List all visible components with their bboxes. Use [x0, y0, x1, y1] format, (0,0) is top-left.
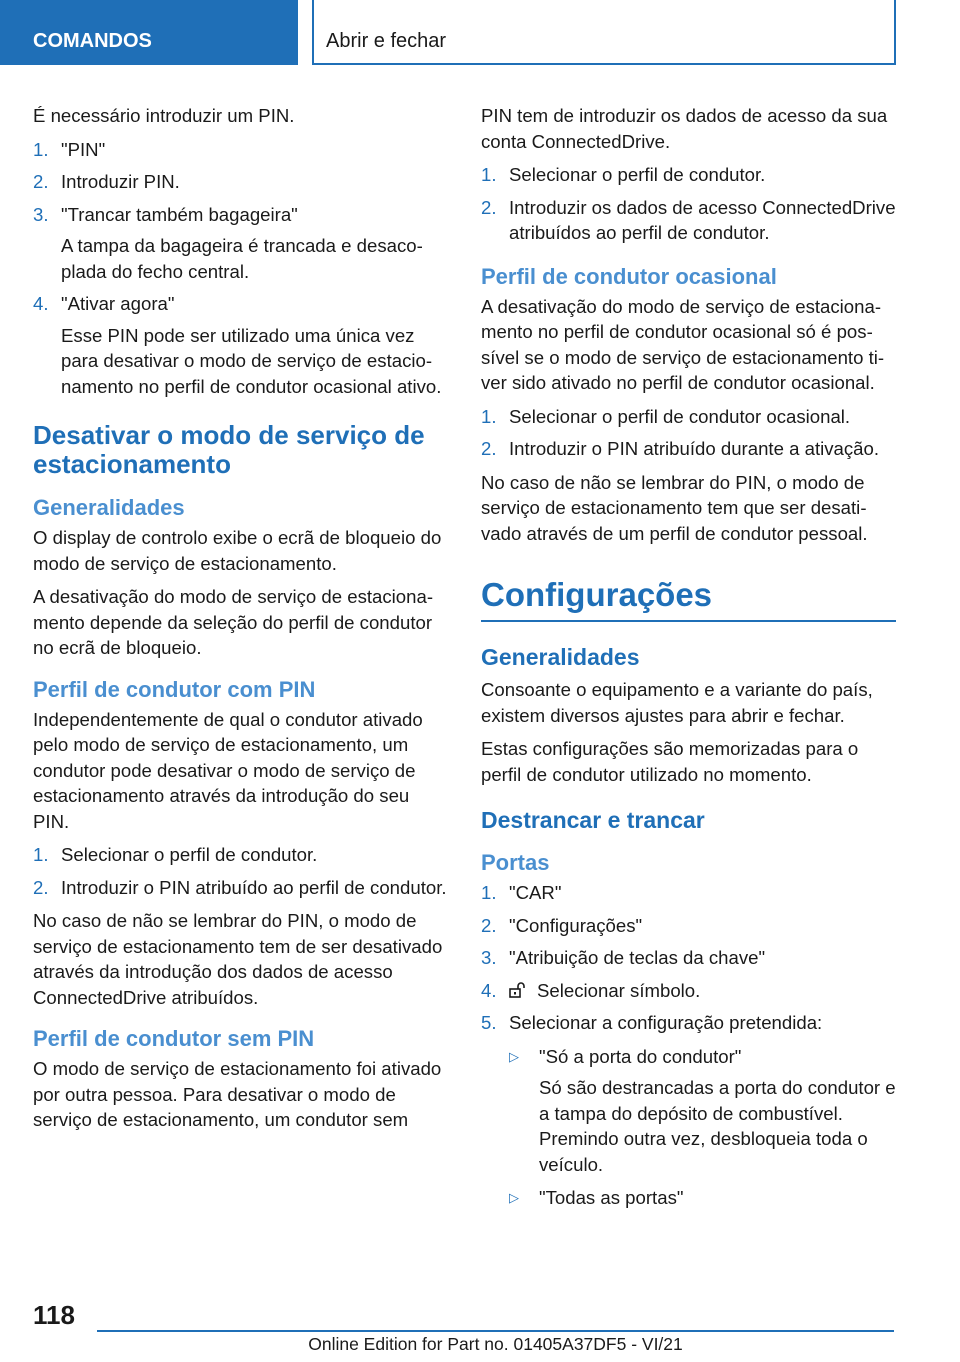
heading-destrancar-trancar: Destrancar e trancar — [481, 807, 705, 833]
step-number: 1. — [481, 405, 497, 427]
heading-generalidades-right: Generalidades — [481, 644, 640, 670]
step-text: Introduzir PIN. — [61, 171, 180, 192]
step-text: "CAR" — [509, 882, 562, 903]
list-item — [481, 880, 896, 906]
paragraph: A desativação do modo de serviço de estacionamento depende da seleção do perfil de condutor no ecrã de bloqueio. — [33, 586, 434, 658]
unlock-icon — [509, 982, 527, 998]
step-text: Selecionar símbolo. — [537, 979, 701, 1001]
step-text: Introduzir o PIN atribuído ao perfil de condutor. — [61, 876, 447, 898]
step-number: 5. — [481, 1012, 497, 1033]
step-number: 2. — [481, 438, 497, 459]
paragraph: Independentemente de qual o condutor ativado pelo modo de serviço de estacionamento, um condutor pode desativar o modo de serviço de estacionamento através da introdução do seu PIN. — [33, 708, 423, 832]
options-list — [509, 1044, 896, 1211]
list-item — [481, 913, 896, 939]
step-text: Selecionar o perfil de condutor ocasional. — [509, 405, 851, 427]
list-item — [33, 291, 448, 399]
heading-perfil-com-pin: Perfil de condutor com PIN — [33, 676, 316, 702]
paragraph: PIN tem de introduzir os dados de acesso da sua conta ConnectedDrive. — [481, 105, 888, 152]
step-number: 2. — [33, 171, 49, 192]
heading-portas: Portas — [481, 850, 550, 875]
step-text: Selecionar o perfil de condutor. — [509, 164, 766, 185]
step-text: Selecionar o perfil de condutor. — [61, 844, 318, 865]
option-text: "Só a porta do condutor" — [539, 1045, 742, 1067]
step-text: "Configurações" — [509, 914, 643, 936]
option-text: "Todas as portas" — [539, 1187, 684, 1208]
list-item — [33, 169, 448, 195]
step-number: 4. — [33, 293, 49, 314]
steps-list-ocasional — [481, 404, 896, 462]
paragraph: O display de controlo exibe o ecrã de bloqueio do modo de serviço de estacionamento. — [33, 527, 442, 574]
heading-perfil-ocasional: Perfil de condutor ocasional — [481, 263, 777, 289]
list-item — [481, 978, 896, 1004]
step-text: Introduzir os dados de acesso ConnectedDrive atribuídos ao perfil de condutor. — [509, 196, 896, 243]
paragraph: No caso de não se lembrar do PIN, o modo de serviço de estacionamento tem que ser desativado através de um perfil de condutor pessoal. — [481, 471, 868, 544]
list-item — [33, 842, 448, 868]
step-text: "Ativar agora" — [61, 293, 175, 314]
steps-list-sem-pin — [481, 162, 896, 246]
step-number: 1. — [33, 138, 49, 160]
list-item — [481, 195, 896, 246]
paragraph: Consoante o equipamento e a variante do país, existem diversos ajustes para abrir e fechar. — [481, 679, 873, 726]
paragraph: Estas configurações são memorizadas para o perfil de condutor utilizado no momento. — [481, 738, 859, 785]
triangle-bullet-icon: ▷ — [509, 1048, 519, 1064]
step-note: Esse PIN pode ser utilizado uma única vez para desativar o modo de serviço de estacionamento no perfil de condutor ocasional ativo. — [61, 324, 442, 397]
step-number: 3. — [481, 947, 497, 968]
step-number: 1. — [33, 844, 49, 865]
list-item — [481, 945, 896, 971]
step-number: 2. — [481, 914, 497, 936]
step-number: 2. — [33, 876, 49, 898]
footer-divider — [97, 1330, 894, 1332]
step-number: 4. — [481, 979, 497, 1001]
option-note: Só são destrancadas a porta do condutor e a tampa do depósito de combustível. Premindo outra vez, desbloqueia toda o veículo. — [539, 1077, 896, 1175]
step-note: A tampa da bagageira é trancada e desacoplada do fecho central. — [61, 235, 423, 282]
step-text: "PIN" — [61, 138, 106, 160]
step-text: Introduzir o PIN atribuído durante a ativação. — [509, 438, 880, 459]
list-item — [33, 202, 448, 285]
step-number: 1. — [481, 164, 497, 185]
section-tab: COMANDOS — [0, 0, 298, 65]
paragraph: A desativação do modo de serviço de estacionamento no perfil de condutor ocasional só é possível se o modo de serviço de estacionamento tiver sido ativado no perfil de condutor ocasional. — [481, 295, 885, 393]
list-item — [481, 436, 896, 462]
list-item — [481, 404, 896, 430]
list-item — [509, 1044, 896, 1178]
list-item — [509, 1185, 896, 1211]
heading-desativar: Desativar o modo de serviço de estacionamento — [33, 420, 425, 479]
chapter-title-configuracoes: Configurações — [481, 576, 896, 622]
paragraph: No caso de não se lembrar do PIN, o modo de serviço de estacionamento tem de ser desativado através da introdução dos dados de acesso ConnectedDrive atribuídos. — [33, 910, 443, 1008]
steps-list-portas — [481, 880, 896, 1211]
paragraph: O modo de serviço de estacionamento foi ativado por outra pessoa. Para desativar o modo de serviço de estacionamento, um condutor sem — [33, 1058, 442, 1130]
list-item — [33, 875, 448, 901]
step-number: 2. — [481, 196, 497, 218]
step-text: "Trancar também bagageira" — [61, 203, 298, 225]
triangle-bullet-icon: ▷ — [509, 1190, 519, 1205]
page-header-title: Abrir e fechar — [312, 0, 896, 65]
step-text: "Atribuição de teclas da chave" — [509, 947, 766, 968]
right-column — [481, 103, 896, 1219]
steps-list-com-pin — [33, 842, 448, 900]
page-number: 118 — [33, 1300, 75, 1330]
list-item — [33, 137, 448, 163]
step-number: 1. — [481, 882, 497, 903]
step-number: 3. — [33, 203, 49, 225]
footer-edition: Online Edition for Part no. 01405A37DF5 - VI/21 — [308, 1334, 683, 1354]
heading-perfil-sem-pin: Perfil de condutor sem PIN — [33, 1026, 315, 1051]
list-item — [481, 162, 896, 188]
intro-text: É necessário introduzir um PIN. — [33, 105, 295, 126]
heading-generalidades-left: Generalidades — [33, 495, 185, 520]
list-item — [481, 1010, 896, 1211]
left-column — [33, 103, 448, 1141]
step-text: Selecionar a configuração pretendida: — [509, 1012, 823, 1033]
steps-list-pin — [33, 137, 448, 400]
